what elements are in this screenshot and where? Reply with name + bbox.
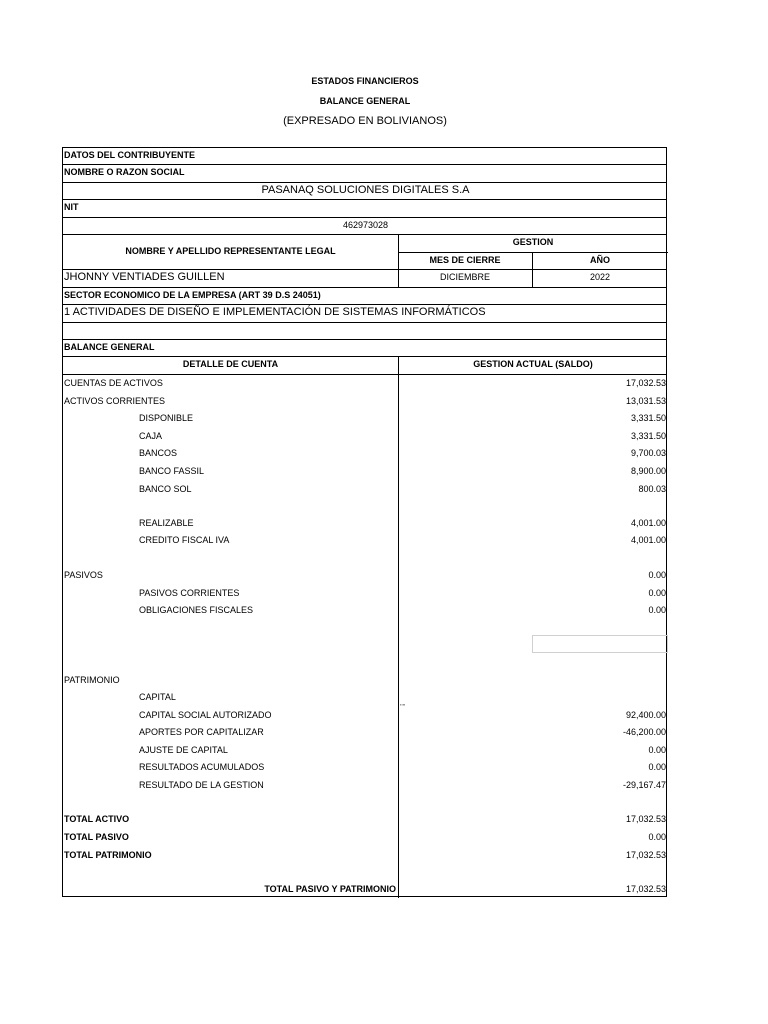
total-patrimonio-amount: 17,032.53 [625,850,666,860]
row-pasivos-corrientes-amount: 0.00 [648,588,666,598]
detalle-column-header: DETALLE DE CUENTA [182,359,279,369]
balance-section-label: BALANCE GENERAL [64,342,155,352]
row-obligaciones-fiscales-label: OBLIGACIONES FISCALES [139,605,254,615]
sector-label: SECTOR ECONOMICO DE LA EMPRESA (ART 39 D.S 24051) [64,290,321,300]
row-disponible-amount: 3,331.50 [630,413,666,423]
row-bancos-label: BANCOS [139,448,178,458]
row-caja-amount: 3,331.50 [630,431,666,441]
currency-note: (EXPRESADO EN BOLIVIANOS) [283,115,447,127]
row-aportes-label: APORTES POR CAPITALIZAR [139,727,264,737]
row-resultados-acumulados-label: RESULTADOS ACUMULADOS [139,762,265,772]
mes-cierre-value: DICIEMBRE [439,272,490,282]
row-ajuste-capital-amount: 0.00 [648,745,666,755]
total-activo-amount: 17,032.53 [625,814,666,824]
total-activo-label: TOTAL ACTIVO [64,814,130,824]
contribuyente-section-label: DATOS DEL CONTRIBUYENTE [64,150,196,160]
total-pasivo-label: TOTAL PASIVO [64,832,129,842]
row-capital-social-amount: 92,400.00 [625,710,666,720]
document-title: ESTADOS FINANCIEROS [311,76,419,86]
row-realizable-label: REALIZABLE [139,518,194,528]
mes-cierre-label: MES DE CIERRE [429,255,501,265]
grand-total-amount: 17,032.53 [625,884,666,894]
empty-cell-outline [532,635,668,653]
row-pasivos-amount: 0.00 [648,570,666,580]
row-obligaciones-fiscales-amount: 0.00 [648,605,666,615]
row-resultado-gestion-amount: -29,167.47 [622,780,666,790]
row-capital-social-label: CAPITAL SOCIAL AUTORIZADO [139,710,272,720]
anio-value: 2022 [589,272,611,282]
razon-social-value: PASANAQ SOLUCIONES DIGITALES S.A [261,184,470,196]
gestion-label: GESTION [512,237,554,247]
row-credito-fiscal-label: CREDITO FISCAL IVA [139,535,230,545]
row-activos-corrientes-label: ACTIVOS CORRIENTES [64,396,166,406]
razon-social-label: NOMBRE O RAZON SOCIAL [64,167,185,177]
row-banco-sol-amount: 800.03 [638,484,666,494]
row-activos-corrientes-amount: 13,031.53 [625,396,666,406]
row-banco-fassil-amount: 8,900.00 [630,466,666,476]
row-capital-label: CAPITAL [139,692,176,702]
row-cuentas-activos-amount: 17,032.53 [625,378,666,388]
row-banco-fassil-label: BANCO FASSIL [139,466,205,476]
row-caja-label: CAJA [139,431,163,441]
row-pasivos-corrientes-label: PASIVOS CORRIENTES [139,588,240,598]
row-realizable-amount: 4,001.00 [630,518,666,528]
document-subtitle: BALANCE GENERAL [319,96,411,106]
row-aportes-amount: -46,200.00 [622,727,666,737]
row-resultados-acumulados-amount: 0.00 [648,762,666,772]
row-patrimonio-label: PATRIMONIO [64,675,120,685]
nit-value: 462973028 [342,220,389,230]
nit-label: NIT [64,202,79,212]
row-resultado-gestion-label: RESULTADO DE LA GESTION [139,780,264,790]
balance-form [62,147,667,897]
row-pasivos-label: PASIVOS [64,570,103,580]
row-bancos-amount: 9,700.03 [630,448,666,458]
anio-label: AÑO [590,255,610,265]
row-cuentas-activos-label: CUENTAS DE ACTIVOS [64,378,163,388]
grand-total-label: TOTAL PASIVO Y PATRIMONIO [264,884,396,894]
row-banco-sol-label: BANCO SOL [139,484,192,494]
sector-value: 1 ACTIVIDADES DE DISEÑO E IMPLEMENTACIÓN DE SISTEMAS INFORMÁTICOS [64,306,486,318]
row-disponible-label: DISPONIBLE [139,413,194,423]
stray-mark: '''' [400,704,406,711]
row-credito-fiscal-amount: 4,001.00 [630,535,666,545]
representante-value: JHONNY VENTIADES GUILLEN [64,271,225,283]
total-patrimonio-label: TOTAL PATRIMONIO [64,850,152,860]
representante-label: NOMBRE Y APELLIDO REPRESENTANTE LEGAL [125,246,336,256]
total-pasivo-amount: 0.00 [648,832,666,842]
row-ajuste-capital-label: AJUSTE DE CAPITAL [139,745,228,755]
saldo-column-header: GESTION ACTUAL (SALDO) [473,359,593,369]
